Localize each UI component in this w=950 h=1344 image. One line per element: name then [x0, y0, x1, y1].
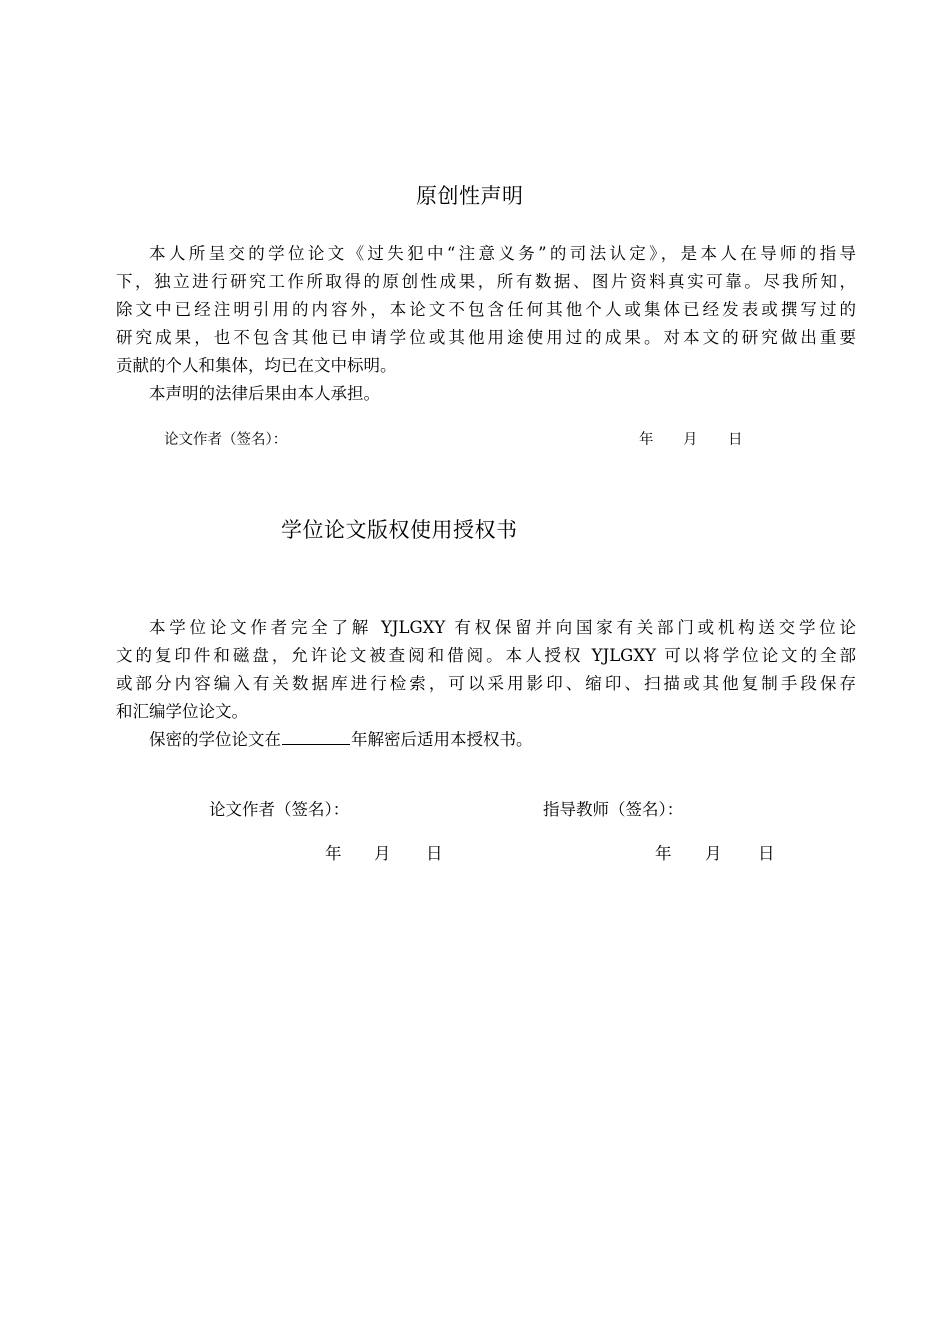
- authorization-line-2: 文的复印件和磁盘，允许论文被查阅和借阅。本人授权 YJLGXY 可以将学位论文的全部: [116, 646, 856, 665]
- declaration-date-month: 月: [683, 432, 698, 448]
- declaration-line-1: 本人所呈交的学位论文《过失犯中“注意义务”的司法认定》，是本人在导师的指导: [149, 244, 856, 263]
- declaration-date-year: 年: [639, 432, 654, 448]
- authorization-title: 学位论文版权使用授权书: [281, 518, 518, 542]
- secrecy-suffix: 年解密后适用本授权书。: [351, 730, 533, 749]
- secrecy-prefix: 保密的学位论文在: [149, 730, 281, 749]
- authorization-line-1: 本学位论文作者完全了解 YJLGXY 有权保留并向国家有关部门或机构送交学位论: [149, 618, 856, 637]
- declaration-liability: 本声明的法律后果由本人承担。: [149, 384, 380, 403]
- advisor-date-year: 年: [655, 844, 672, 863]
- authorization-author-signature-label: 论文作者（签名）：: [209, 800, 350, 819]
- declaration-line-5: 贡献的个人和集体，均已在文中标明。: [116, 356, 397, 375]
- secrecy-statement: [116, 726, 856, 754]
- declaration-line-4: 研究成果，也不包含其他已申请学位或其他用途使用过的成果。对本文的研究做出重要: [116, 328, 856, 347]
- advisor-date-day: 日: [758, 844, 775, 863]
- author-date-year: 年: [325, 844, 342, 863]
- author-date-day: 日: [426, 844, 443, 863]
- authorization-body: [116, 614, 856, 754]
- declaration-line-2: 下，独立进行研究工作所取得的原创性成果，所有数据、图片资料真实可靠。尽我所知，: [116, 272, 856, 291]
- declaration-date-day: 日: [728, 432, 743, 448]
- declaration-author-signature-label: 论文作者（签名）：: [164, 432, 288, 448]
- authorization-line-3: 或部分内容编入有关数据库进行检索，可以采用影印、缩印、扫描或其他复制手段保存: [116, 674, 856, 693]
- authorization-line-4: 和汇编学位论文。: [116, 702, 248, 721]
- authorization-advisor-signature-label: 指导教师（签名）：: [543, 800, 684, 819]
- declaration-body: [116, 240, 856, 408]
- declaration-title: 原创性声明: [416, 184, 524, 208]
- secrecy-years-blank[interactable]: [282, 743, 350, 745]
- advisor-date-month: 月: [705, 844, 722, 863]
- author-date-month: 月: [374, 844, 391, 863]
- declaration-line-3: 除文中已经注明引用的内容外，本论文不包含任何其他个人或集体已经发表或撰写过的: [116, 300, 856, 319]
